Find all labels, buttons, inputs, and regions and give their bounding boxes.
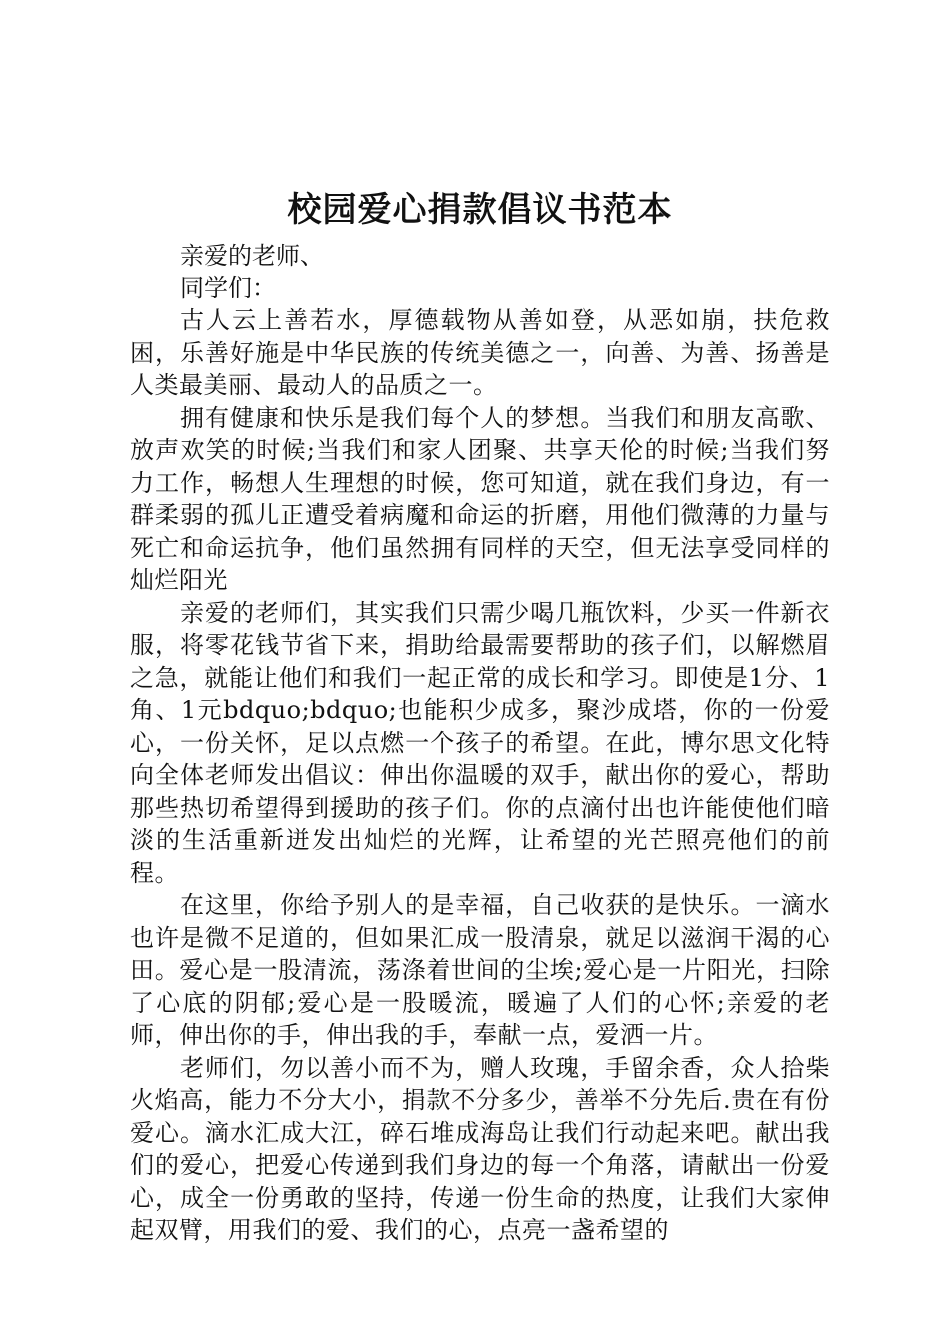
paragraph-2: 拥有健康和快乐是我们每个人的梦想。当我们和朋友高歌、放声欢笑的时候;当我们和家人团聚、共享天伦的时候;当我们努力工作，畅想人生理想的时候，您可知道，就在我们身边，有一群柔弱的孤儿正遭受着病魔和命运的折磨，用他们微薄的力量与死亡和命运抗争，他们虽然拥有同样的天空，但无法享受同样的灿烂阳光 <box>130 403 830 594</box>
document-title: 校园爱心捐款倡议书范本 <box>287 190 673 230</box>
paragraph-5: 老师们，勿以善小而不为，赠人玫瑰，手留余香，众人拾柴火焰高，能力不分大小，捐款不分多少，善举不分先后.贵在有份爱心。滴水汇成大江，碎石堆成海岛让我们行动起来吧。献出我们的爱心，把爱心传递到我们身边的每一个角落，请献出一份爱心，成全一份勇敢的坚持，传递一份生命的热度，让我们大家伸起双臂，用我们的爱、我们的心，点亮一盏希望的 <box>130 1053 830 1244</box>
paragraph-1: 古人云上善若水，厚德载物从善如登，从恶如崩，扶危救困，乐善好施是中华民族的传统美德之一，向善、为善、扬善是人类最美丽、最动人的品质之一。 <box>130 306 830 399</box>
salutation-line-2: 同学们： <box>180 274 276 302</box>
document-page <box>130 186 830 1247</box>
salutation-line-1: 亲爱的老师、 <box>180 242 324 270</box>
paragraph-3: 亲爱的老师们，其实我们只需少喝几瓶饮料，少买一件新衣服，将零花钱节省下来，捐助给最需要帮助的孩子们，以解燃眉之急，就能让他们和我们一起正常的成长和学习。即使是1分、1角、1元bdquo;bdquo;也能积少成多，聚沙成塔，你的一份爱心，一份关怀，足以点燃一个孩子的希望。在此，博尔思文化特向全体老师发出倡议：伸出你温暖的双手，献出你的爱心，帮助那些热切希望得到援助的孩子们。你的点滴付出也许能使他们暗淡的生活重新迸发出灿烂的光辉，让希望的光芒照亮他们的前程。 <box>130 598 830 887</box>
paragraph-4: 在这里，你给予别人的是幸福，自己收获的是快乐。一滴水也许是微不足道的，但如果汇成一股清泉，就足以滋润干渴的心田。爱心是一股清流，荡涤着世间的尘埃;爱心是一片阳光，扫除了心底的阴郁;爱心是一股暖流，暖遍了人们的心怀;亲爱的老师，伸出你的手，伸出我的手，奉献一点，爱洒一片。 <box>130 891 830 1049</box>
